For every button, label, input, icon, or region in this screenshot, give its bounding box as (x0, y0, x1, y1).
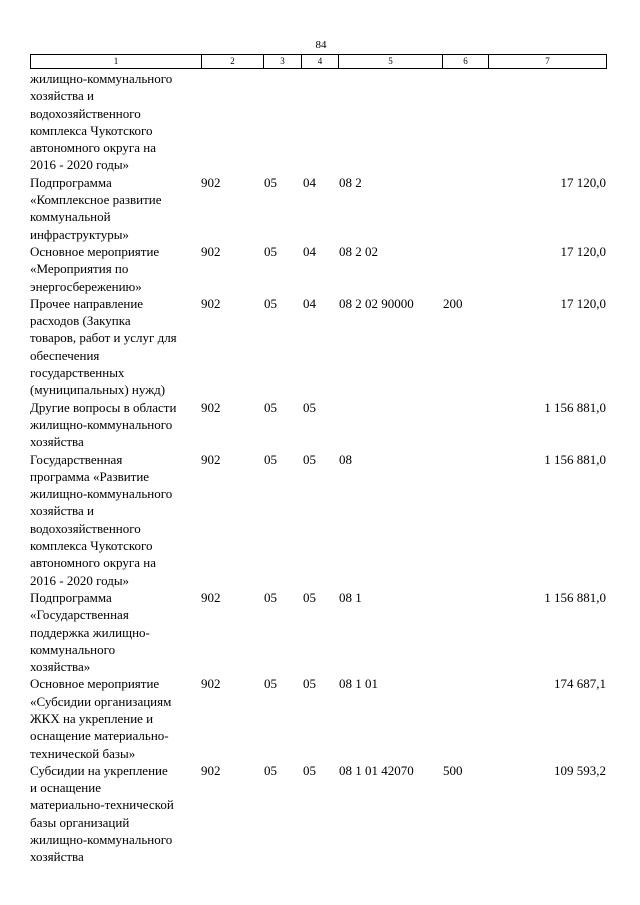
row-section: 05 (264, 295, 277, 311)
row-admin-code: 902 (201, 676, 221, 692)
row-target-code: 08 2 (339, 174, 362, 190)
table-row (0, 399, 640, 451)
table-row (0, 243, 640, 295)
row-subsection: 04 (303, 174, 316, 190)
row-target-code: 08 2 02 90000 (339, 295, 414, 311)
row-admin-code: 902 (201, 451, 221, 467)
row-section: 05 (264, 399, 277, 415)
row-subsection: 05 (303, 589, 316, 605)
row-name: Подпрограмма «Комплексное развитие коммунальной инфраструктуры» (30, 174, 162, 242)
row-admin-code: 902 (201, 589, 221, 605)
table-header-row (30, 54, 607, 69)
row-admin-code: 902 (201, 174, 221, 190)
row-section: 05 (264, 676, 277, 692)
row-admin-code: 902 (201, 295, 221, 311)
row-name: Основное мероприятие «Субсидии организациям ЖКХ на укрепление и оснащение материально- технической базы» (30, 676, 172, 761)
column-header-4: 4 (302, 55, 339, 68)
table-row (0, 762, 640, 866)
column-header-7: 7 (545, 56, 550, 66)
row-sum: 17 120,0 (560, 295, 606, 311)
row-subsection: 04 (303, 243, 316, 259)
row-admin-code: 902 (201, 762, 221, 778)
row-subsection: 05 (303, 399, 316, 415)
column-header-5: 5 (339, 55, 443, 68)
row-subsection: 05 (303, 676, 316, 692)
row-subsection: 05 (303, 451, 316, 467)
row-name: Государственная программа «Развитие жилищно-коммунального хозяйства и водохозяйственного комплекса Чукотского автономного округа на 2016 - 2020 годы» (30, 451, 173, 588)
row-name: Субсидии на укрепление и оснащение материально-технической базы организаций жилищно-коммунального хозяйства (30, 762, 174, 865)
row-target-code: 08 2 02 (339, 243, 378, 259)
column-header-3: 3 (264, 55, 302, 68)
row-target-code: 08 (339, 451, 352, 467)
table-row (0, 174, 640, 243)
row-sum: 1 156 881,0 (544, 451, 606, 467)
row-section: 05 (264, 174, 277, 190)
column-header-2: 2 (202, 55, 264, 68)
row-name: Другие вопросы в области жилищно-коммунального хозяйства (30, 399, 177, 450)
table-row (0, 589, 640, 675)
row-sum: 174 687,1 (554, 676, 606, 692)
column-header-1: 1 (31, 55, 202, 68)
row-section: 05 (264, 589, 277, 605)
table-row (0, 295, 640, 399)
row-subsection: 05 (303, 762, 316, 778)
row-admin-code: 902 (201, 243, 221, 259)
row-sum: 109 593,2 (554, 762, 606, 778)
page-number: 84 (315, 39, 327, 51)
row-target-code: 08 1 (339, 589, 362, 605)
row-sum: 1 156 881,0 (544, 399, 606, 415)
row-section: 05 (264, 762, 277, 778)
row-section: 05 (264, 243, 277, 259)
row-target-code: 08 1 01 42070 (339, 762, 414, 778)
row-name: Подпрограмма «Государственная поддержка жилищно- коммунального хозяйства» (30, 589, 150, 675)
row-name: Основное мероприятие «Мероприятия по энергосбережению» (30, 243, 160, 294)
table-row (0, 675, 640, 761)
row-name: жилищно-коммунального хозяйства и водохозяйственного комплекса Чукотского автономного округа на 2016 - 2020 годы» (30, 71, 173, 173)
row-subsection: 04 (303, 295, 316, 311)
row-expense-type: 200 (443, 295, 463, 311)
row-name: Прочее направление расходов (Закупка товаров, работ и услуг для обеспечения государственных (муниципальных) нужд) (30, 295, 177, 398)
row-target-code: 08 1 01 (339, 676, 378, 692)
row-sum: 17 120,0 (560, 243, 606, 259)
column-header-6: 6 (443, 55, 489, 68)
row-expense-type: 500 (443, 762, 463, 778)
row-admin-code: 902 (201, 399, 221, 415)
row-section: 05 (264, 451, 277, 467)
budget-table-body (0, 70, 640, 866)
row-sum: 1 156 881,0 (544, 589, 606, 605)
table-row (0, 70, 640, 174)
table-row (0, 451, 640, 589)
row-sum: 17 120,0 (560, 174, 606, 190)
